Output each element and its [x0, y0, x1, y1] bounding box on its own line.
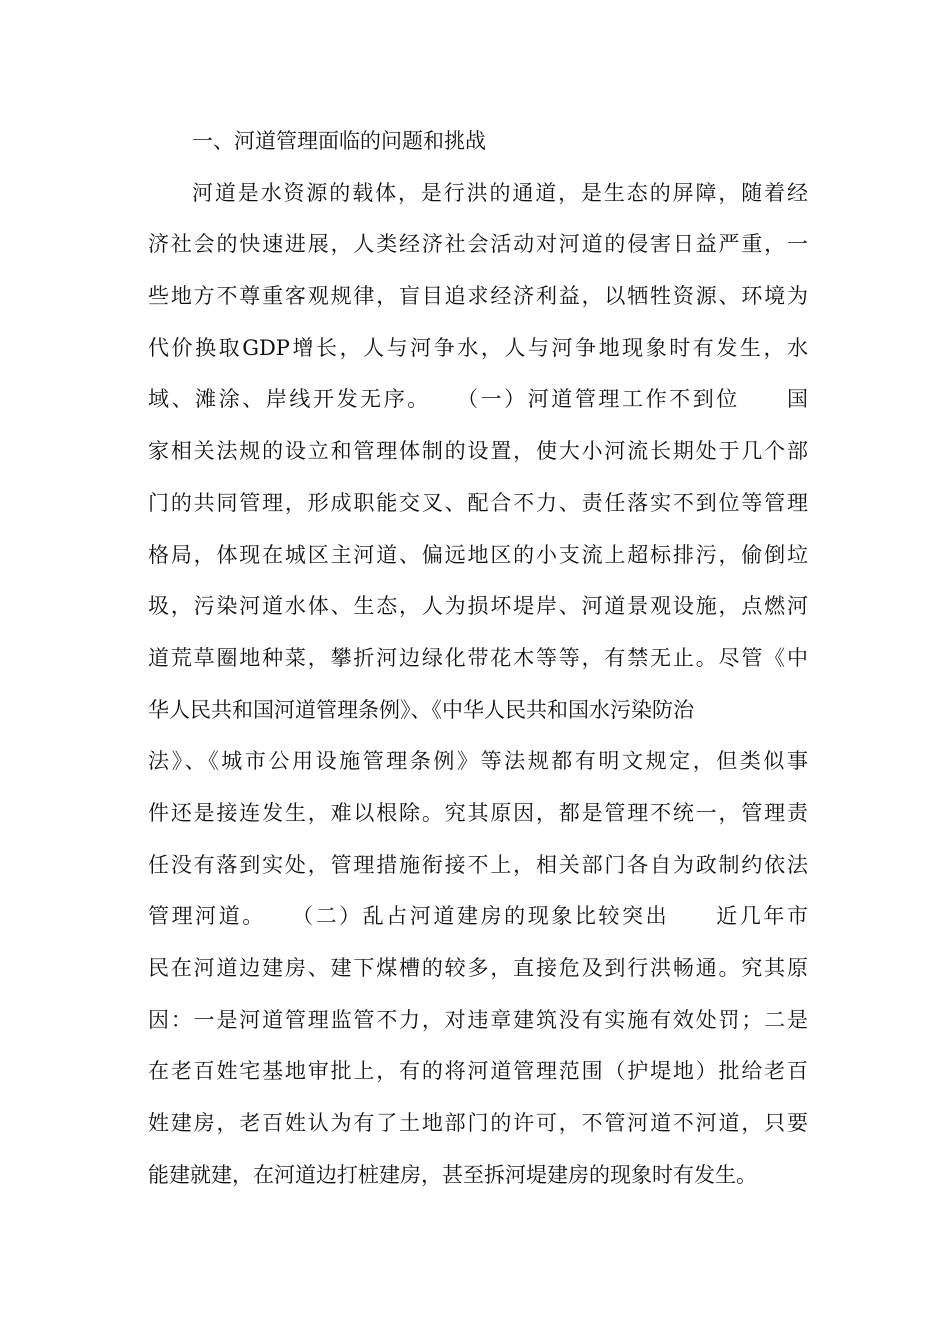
text-line: 法》、《城市公用设施管理条例》等法规都有明文规定，但类似事 [148, 749, 808, 774]
text-line: 民在河道边建房、建下煤槽的较多，直接危及到行洪畅通。究其原 [148, 956, 808, 980]
text-line: 门的共同管理，形成职能交叉、配合不力、责任落实不到位等管理 [148, 490, 808, 515]
text-line: 济社会的快速进展，人类经济社会活动对河道的侵害日益严重，一 [148, 232, 808, 257]
text-line: 域、滩涂、岸线开发无序。 （一）河道管理工作不到位 国 [148, 387, 808, 412]
text-line: 华人民共和国河道管理条例》、《中华人民共和国水污染防治 [148, 697, 694, 722]
text-line: 因：一是河道管理监管不力，对违章建筑没有实施有效处罚；二是 [148, 1007, 808, 1032]
text-line: 在老百姓宅基地审批上，有的将河道管理范围（护堤地）批给老百 [148, 1059, 808, 1084]
text-line: 家相关法规的设立和管理体制的设置，使大小河流长期处于几个部 [148, 439, 808, 464]
text-line: 道荒草圈地种菜，攀折河边绿化带花木等等，有禁无止。尽管《中 [148, 645, 808, 670]
text-line: 代价换取GDP增长，人与河争水，人与河争地现象时有发生，水 [148, 335, 808, 360]
text-line: 件还是接连发生，难以根除。究其原因，都是管理不统一，管理责 [148, 800, 808, 825]
text-line: 些地方不尊重客观规律，盲目追求经济利益，以牺牲资源、环境为 [148, 284, 808, 309]
body-text [148, 116, 808, 1201]
text-line: 圾，污染河道水体、生态，人为损坏堤岸、河道景观设施，点燃河 [148, 594, 808, 619]
section-heading: 一、河道管理面临的问题和挑战 [192, 129, 486, 153]
text-line: 格局，体现在城区主河道、偏远地区的小支流上超标排污，偷倒垃 [148, 542, 808, 567]
text-line: 能建就建，在河道边打桩建房，甚至拆河堤建房的现象时有发生。 [148, 1162, 757, 1187]
text-line: 管理河道。 （二）乱占河道建房的现象比较突出 近几年市 [148, 904, 808, 929]
text-line: 姓建房，老百姓认为有了土地部门的许可，不管河道不河道，只要 [148, 1111, 808, 1136]
text-line: 河道是水资源的载体，是行洪的通道，是生态的屏障，随着经 [192, 180, 808, 205]
text-line: 任没有落到实处，管理措施衔接不上，相关部门各自为政制约依法 [148, 852, 808, 877]
